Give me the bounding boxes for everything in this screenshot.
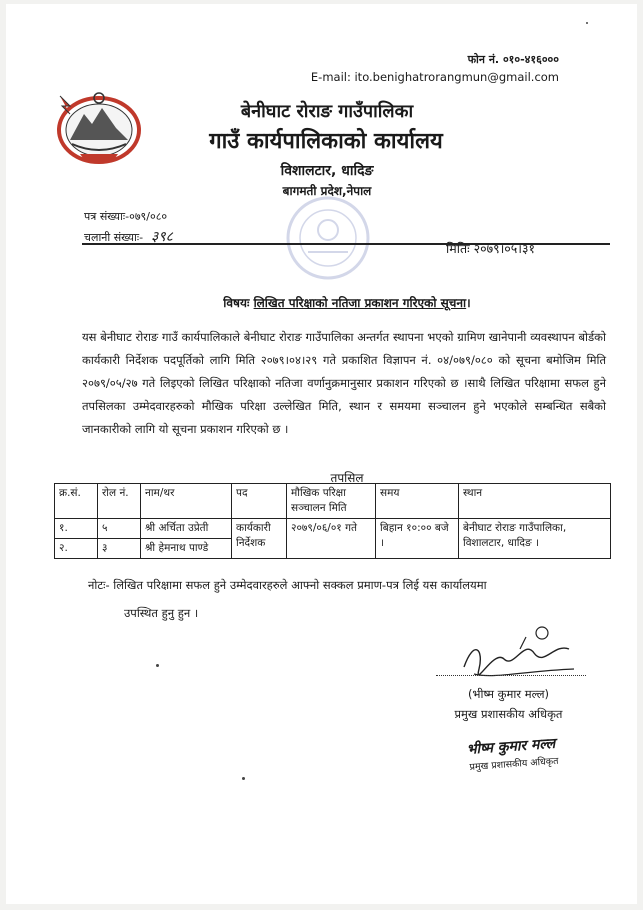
subject-prefix: विषयः bbox=[223, 296, 250, 310]
table-row bbox=[55, 519, 611, 539]
subject-text: लिखित परिक्षाको नतिजा प्रकाशन गरिएको सूचना bbox=[253, 296, 467, 310]
handwritten-signature-icon bbox=[434, 619, 594, 691]
scan-speck bbox=[156, 664, 159, 667]
letter-number: पत्र संख्याः-०७९/०८० bbox=[84, 210, 168, 223]
header-divider bbox=[82, 243, 610, 245]
name-stamp: भीष्म कुमार मल्ल bbox=[466, 735, 556, 758]
header-venue: स्थान bbox=[459, 484, 611, 519]
title-stamp: प्रमुख प्रशासकीय अधिकृत bbox=[469, 755, 559, 773]
header-post: पद bbox=[232, 484, 287, 519]
office-seal-icon bbox=[278, 192, 378, 284]
scan-speck bbox=[242, 777, 245, 780]
cell-sn: २. bbox=[55, 539, 98, 559]
cell-post: कार्यकारी निर्देशक bbox=[232, 519, 287, 559]
letter-date: मितिः २०७९।०५।३१ bbox=[446, 241, 536, 256]
phone-number: फोन नं. ०१०-४१६००० bbox=[467, 53, 559, 66]
nepal-coat-of-arms-icon bbox=[50, 84, 148, 168]
cell-sn: १. bbox=[55, 519, 98, 539]
note-line-1: नोटः- लिखित परिक्षामा सफल हुने उम्मेदवारहरुले आफ्नो सक्कल प्रमाण-पत्र लिई यस कार्यालयमा bbox=[88, 578, 487, 592]
cell-roll: ३ bbox=[98, 539, 141, 559]
dispatch-number-label: चलानी संख्याः- bbox=[84, 231, 144, 244]
table-header-row bbox=[55, 484, 611, 519]
cell-name: श्री अर्चिता उप्रेती bbox=[141, 519, 232, 539]
cell-roll: ५ bbox=[98, 519, 141, 539]
office-name: गाउँ कार्यपालिकाको कार्यालय bbox=[209, 129, 443, 154]
header-interview-date: मौखिक परिक्षा सञ्चालन मिति bbox=[287, 484, 376, 519]
header-sn: क्र.सं. bbox=[55, 484, 98, 519]
cell-interview-date: २०७९/०६/०१ गते bbox=[287, 519, 376, 559]
signatory-name: (भीष्म कुमार मल्ल) bbox=[467, 687, 550, 701]
dispatch-number-value: ३९८ bbox=[151, 229, 173, 245]
subject-line bbox=[82, 294, 612, 311]
subject-end: । bbox=[466, 296, 471, 310]
header-name: नाम/थर bbox=[141, 484, 232, 519]
email-address: E-mail: ito.benighatrorangmun@gmail.com bbox=[310, 70, 559, 84]
note-line-2: उपस्थित हुनु हुन । bbox=[124, 606, 199, 620]
letter-page bbox=[6, 4, 637, 904]
table-caption: तपसिल bbox=[330, 471, 364, 485]
candidates-table bbox=[54, 483, 611, 559]
cell-name: श्री हेमनाथ पाण्डे bbox=[141, 539, 232, 559]
header-roll: रोल नं. bbox=[98, 484, 141, 519]
notice-body: यस बेनीघाट रोराङ गाउँ कार्यपालिकाले बेनीघाट रोराङ गाउँपालिका अन्तर्गत स्थापना भएको ग्रामिण खानेपानी व्यवस्थापन बोर्डको कार्यकारी निर्देशक पदपूर्तिको लागि मिति २०७९।०४।२९ गते प्रकाशित विज्ञापन नं. ०४/०७९/०८० को सूचना बमोजिम मिति २०७९/०५/२७ गते लिइएको लिखित परिक्षाको नतिजा वर्णानुक्रमानुसार प्रकाशन गरिएको छ ।साथै लिखित परिक्षामा सफल हुने तपसिलका उम्मेदवारहरुको मौखिक परिक्षा उल्लेखित मिति, स्थान र समयमा सञ्चालन हुने भएकोले सम्बन्धित सबैको जानकारीको लागि यो सूचना प्रकाशन गरिएको छ । bbox=[82, 330, 606, 436]
scan-speck bbox=[586, 22, 588, 24]
header-time: समय bbox=[376, 484, 459, 519]
signature-line bbox=[436, 675, 586, 676]
address-line-1: विशालटार, धादिङ bbox=[280, 163, 374, 179]
organization-name: बेनीघाट रोराङ गाउँपालिका bbox=[240, 101, 414, 122]
cell-venue: बेनीघाट रोराङ गाउँपालिका, विशालटार, धादिङ । bbox=[459, 519, 611, 559]
address-line-2: बागमती प्रदेश,नेपाल bbox=[282, 184, 372, 198]
signatory-title: प्रमुख प्रशासकीय अधिकृत bbox=[454, 707, 563, 721]
cell-time: बिहान १०:०० बजे । bbox=[376, 519, 459, 559]
